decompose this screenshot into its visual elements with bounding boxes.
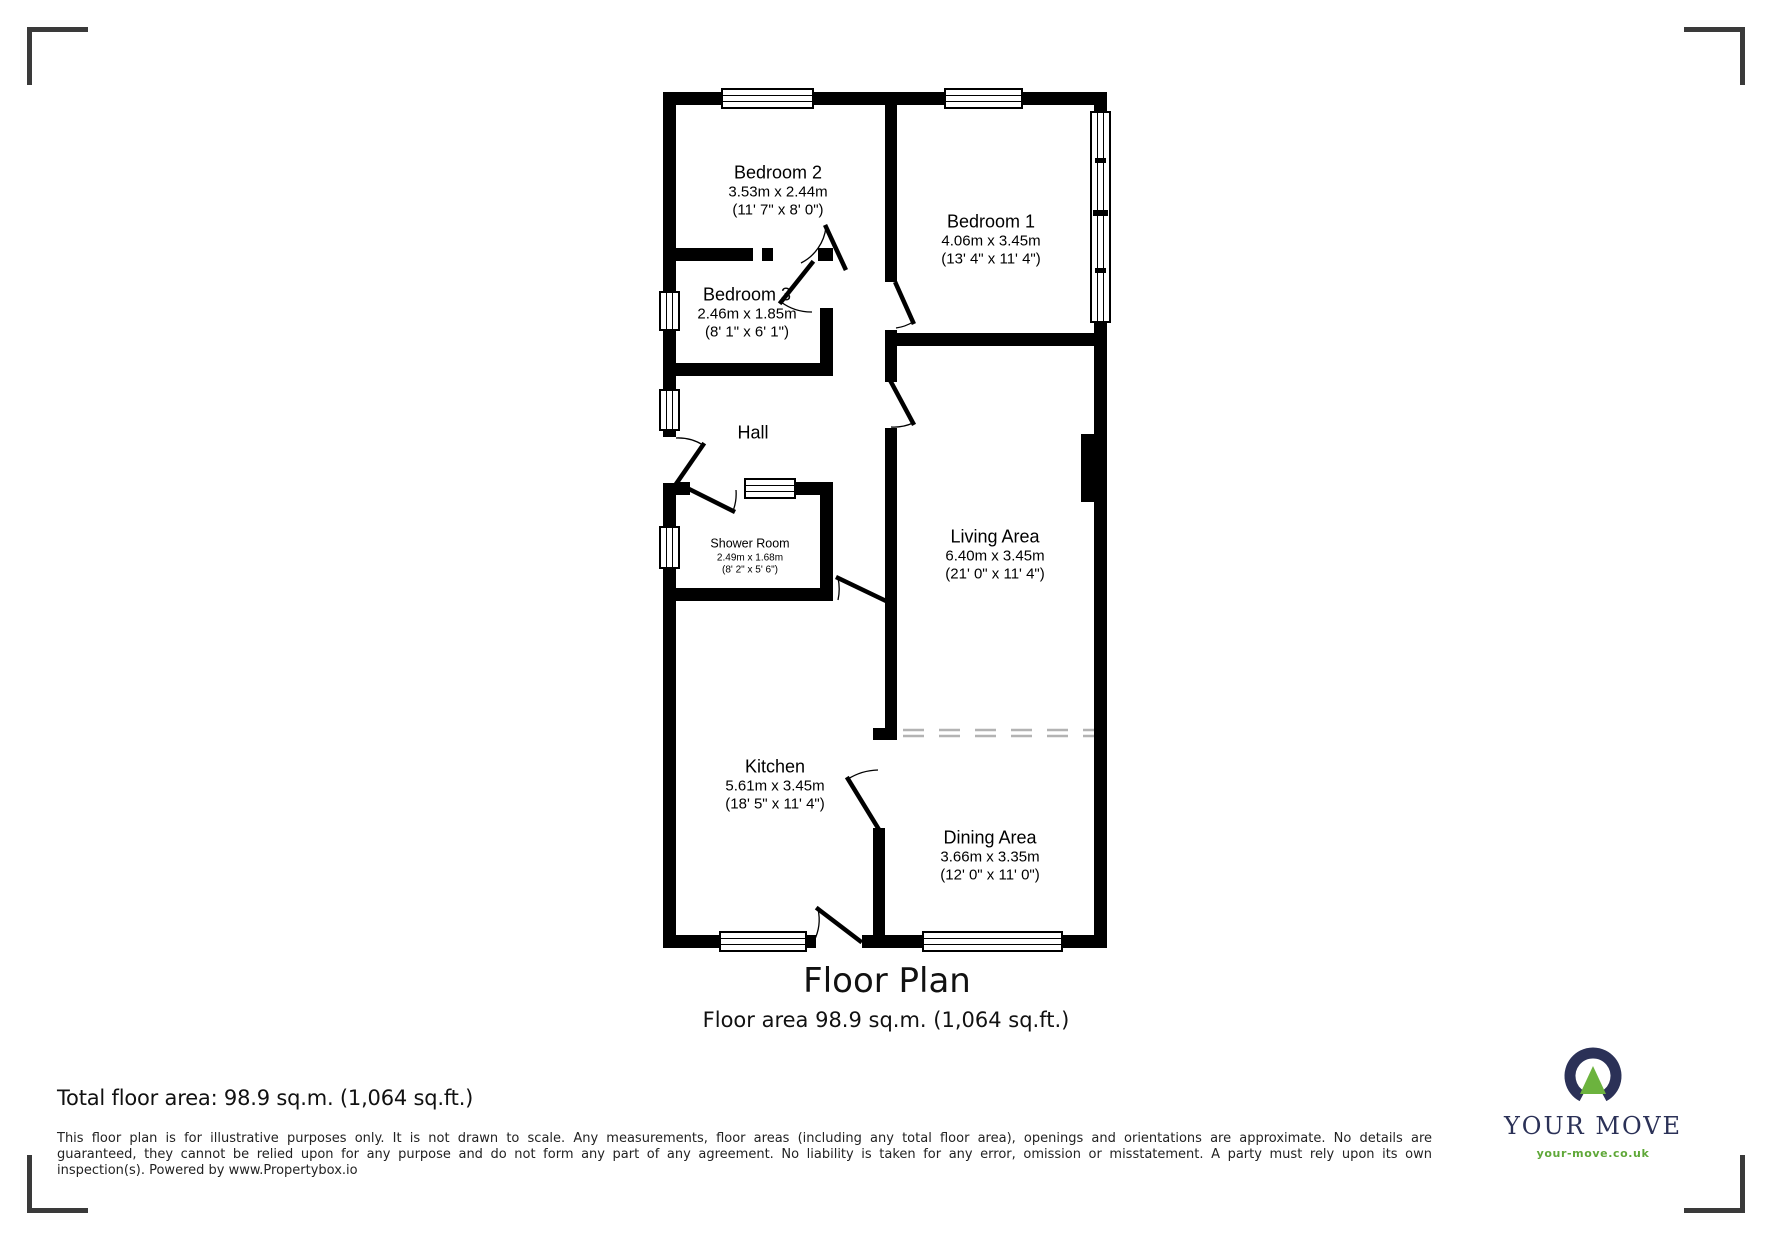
disclaimer-line: This floor plan is for illustrative purposes only. It is not drawn to scale. Any measurements, floor areas (including any total floor area), openings and orientations are approximate. No details are [57,1131,1432,1146]
door-symbol [838,578,884,600]
total-floor-area-text: Total floor area: 98.9 sq.m. (1,064 sq.ft.) [57,1086,474,1110]
door-symbol [676,438,703,484]
room-label-kitchen [725,757,824,814]
window-symbol [660,292,679,330]
window-symbol [660,527,679,568]
door-symbol [891,382,913,427]
window-symbol [660,390,679,430]
room-label-bedroom3 [697,285,796,342]
window-symbol [722,89,813,108]
door-symbol [848,770,878,828]
room-label-bedroom2 [728,163,827,220]
room-dim-metric: 3.66m x 3.35m [940,848,1040,866]
room-dim-imperial: (18' 5" x 11' 4") [725,795,825,813]
yourmove-logo-icon [1561,1046,1625,1108]
room-name: Shower Room [710,536,790,551]
window-symbol [923,932,1062,951]
floor-area-subtitle: Floor area 98.9 sq.m. (1,064 sq.ft.) [702,1008,1070,1032]
room-dim-metric: 5.61m x 3.45m [725,777,825,795]
disclaimer-text [57,1131,1432,1179]
room-name: Bedroom 1 [946,211,1036,232]
window-symbol [745,479,795,498]
room-dim-metric: 4.06m x 3.45m [941,232,1041,250]
disclaimer-line: inspection(s). Powered by www.Propertybox.io [57,1163,358,1178]
yourmove-brand-text: YOUR MOVE [1503,1112,1683,1140]
room-dim-imperial: (13' 4" x 11' 4") [941,250,1041,268]
floorplan-drawing [650,78,1120,962]
room-label-hall [737,422,768,443]
window-symbol [1091,112,1110,322]
room-dim-metric: 2.49m x 1.68m [716,552,784,564]
yourmove-logo [1483,1046,1703,1160]
crop-corner-bottom-right-icon [1684,1155,1745,1213]
room-dim-imperial: (12' 0" x 11' 0") [940,866,1040,884]
room-dim-imperial: (8' 2" x 5' 6") [722,564,778,576]
door-symbol [896,284,913,328]
door-symbol [689,489,736,511]
crop-corner-top-left-icon [27,27,88,85]
room-divider-dashed [903,730,1094,736]
room-dim-imperial: (21' 0" x 11' 4") [945,565,1045,583]
door-symbol [801,227,845,268]
room-name: Living Area [950,526,1040,547]
room-dim-metric: 2.46m x 1.85m [697,305,797,323]
room-dim-metric: 6.40m x 3.45m [945,547,1045,565]
window-symbol [945,89,1022,108]
room-name: Kitchen [744,756,806,777]
disclaimer-line: guaranteed, they cannot be relied upon for any purpose and do not form any part of any agreement. No liability is taken for any error, omission or misstatement. A party must rely upon its own [57,1147,1432,1162]
room-dim-metric: 3.53m x 2.44m [728,183,828,201]
page-title: Floor Plan [803,961,971,1001]
room-label-living-area [945,527,1044,584]
room-dim-imperial: (8' 1" x 6' 1") [705,323,789,341]
crop-corner-top-right-icon [1684,27,1745,85]
window-symbol [720,932,806,951]
room-label-dining-area [940,828,1039,885]
room-label-bedroom1 [941,212,1040,269]
room-dim-imperial: (11' 7" x 8' 0") [732,201,824,219]
room-name: Bedroom 2 [733,162,823,183]
yourmove-url-text: your-move.co.uk [1536,1147,1650,1160]
room-name: Dining Area [943,827,1037,848]
room-name: Bedroom 3 [702,284,792,305]
fireplace-symbol [1081,434,1107,502]
room-label-shower-room [710,537,789,578]
room-name: Hall [737,422,769,443]
